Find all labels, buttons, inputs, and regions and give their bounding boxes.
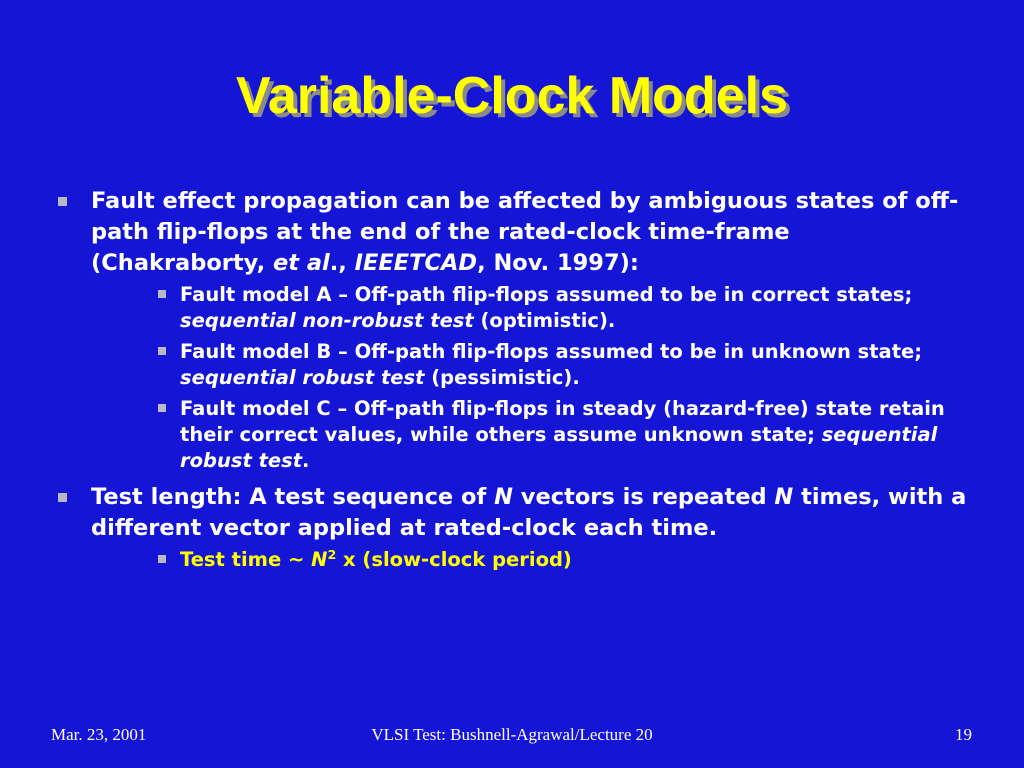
citation-etal: et al: [272, 250, 330, 276]
bullet-text: times, with a different vector applied at rated-clock each time.: [91, 484, 967, 541]
square-bullet-icon: [58, 197, 67, 206]
sub-bullet-italic: sequential non-robust test: [180, 309, 474, 332]
sub-bullet-tail: x (slow-clock period): [336, 548, 572, 571]
sub-bullet-text: Test time ~: [180, 548, 312, 571]
footer-date: Mar. 23, 2001: [51, 725, 147, 744]
bullet-text: vectors is repeated: [512, 484, 775, 510]
sub-bullet-tail: .: [302, 449, 310, 472]
bullet-text: .,: [329, 250, 355, 276]
sub-bullet-tail: (optimistic).: [473, 309, 616, 332]
sub-bullet-italic: sequential robust test: [180, 366, 425, 389]
square-bullet-icon: [158, 404, 166, 412]
sub-bullet-text: Fault model B – Off-path flip-flops assumed to be in unknown state;: [180, 340, 923, 363]
square-bullet-icon: [158, 555, 166, 563]
sub-bullet-item: [180, 282, 960, 334]
citation-journal: IEEETCAD: [354, 250, 478, 276]
slide-content: [0, 186, 1024, 573]
bullet-text: Fault effect propagation can be affected by ambiguous states of off-path flip-flops at the end of the rated-clock time-frame (Chakraborty,: [91, 188, 959, 276]
sub-bullet-text: Fault model C – Off-path flip-flops in steady (hazard-free) state retain their correct values, while others assume unknown state;: [180, 397, 945, 446]
footer-page-number: 19: [955, 725, 972, 744]
variable-n: N: [774, 484, 794, 510]
bullet-text: , Nov. 1997):: [477, 250, 639, 276]
sub-bullet-tail: (pessimistic).: [424, 366, 580, 389]
slide-title: Variable-Clock Models: [236, 67, 788, 125]
bullet-item: [91, 482, 971, 544]
exponent: 2: [327, 547, 337, 563]
bullet-item: [91, 186, 971, 279]
sub-bullet-text: Fault model A – Off-path flip-flops assumed to be in correct states;: [180, 283, 913, 306]
footer-course: VLSI Test: Bushnell-Agrawal/Lecture 20: [371, 725, 653, 744]
variable-n: N: [311, 548, 328, 571]
sub-bullet-italic: sequential robust test: [180, 423, 938, 472]
sub-bullet-item: [180, 396, 960, 474]
square-bullet-icon: [158, 347, 166, 355]
variable-n: N: [494, 484, 513, 510]
square-bullet-icon: [58, 493, 67, 502]
sub-bullet-item: [180, 339, 960, 391]
square-bullet-icon: [158, 290, 166, 298]
bullet-text: Test length: A test sequence of: [91, 484, 495, 510]
sub-bullet-item: [180, 547, 960, 573]
